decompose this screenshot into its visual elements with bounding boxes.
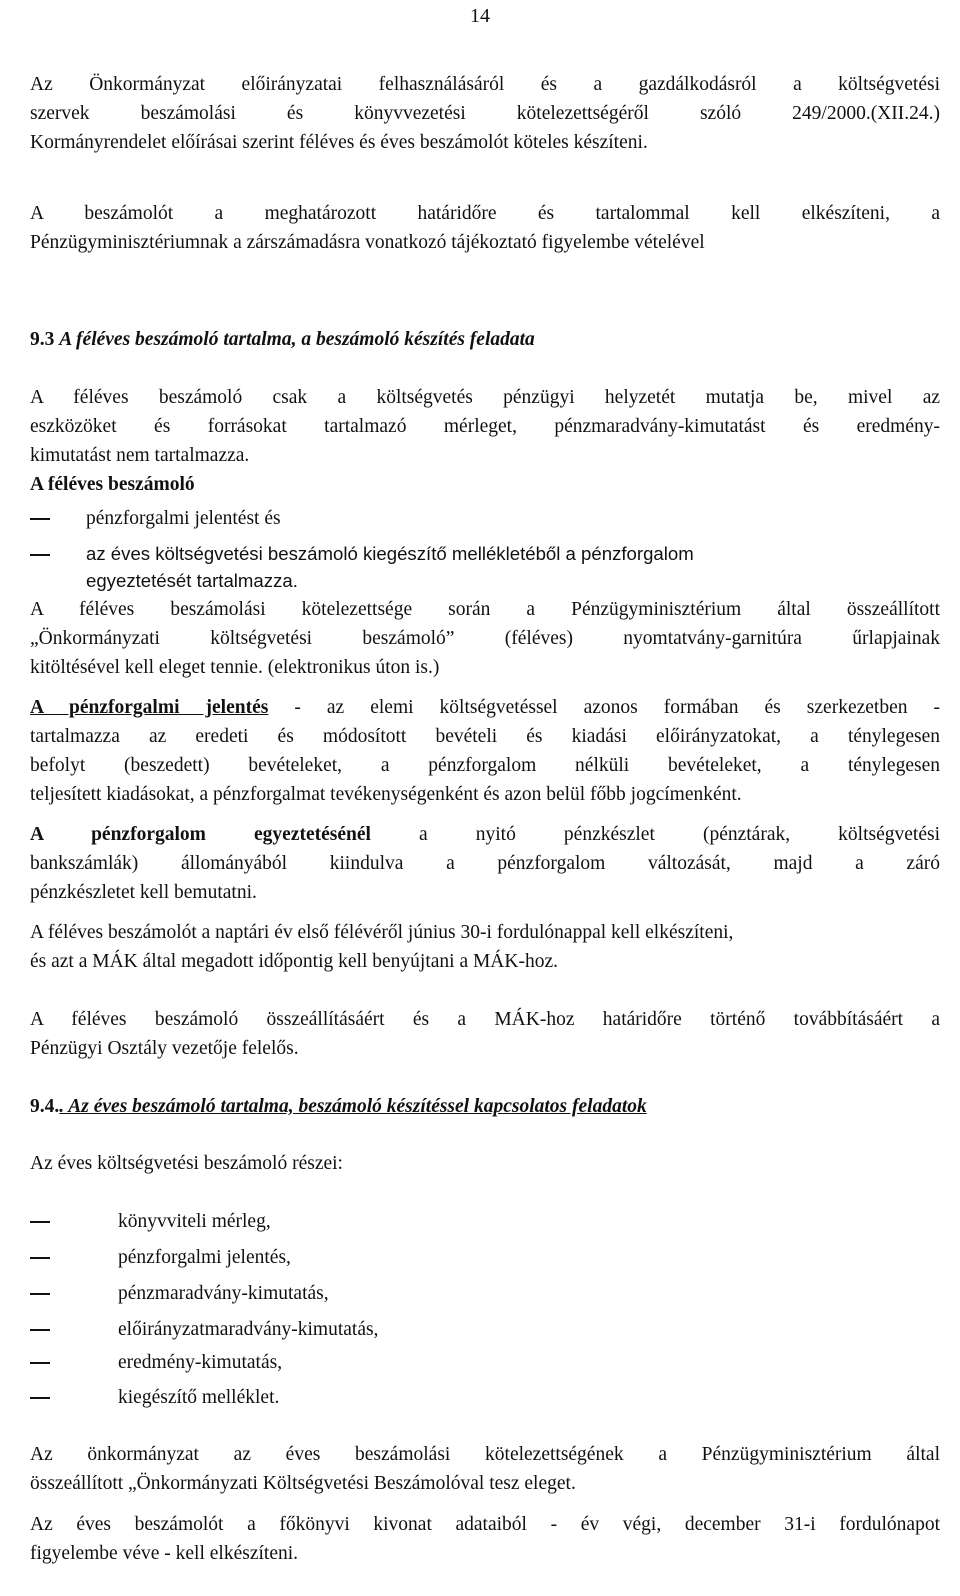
dash-bullet-icon [30,554,50,556]
responsibility-line-2: Pénzügyi Osztály vezetője felelős. [30,1038,299,1059]
section-title: . Az éves beszámoló tartalma, beszámoló készítéssel kapcsolatos feladatok [59,1096,647,1117]
reconciliation-paragraph [30,820,940,907]
dash-bullet-icon [30,1397,50,1399]
scope-line-1: A féléves beszámoló csak a költségvetés pénzügyi helyzetét mutatja be, mivel az [30,387,940,408]
section-title: A féléves beszámoló tartalma, a beszámoló készítés feladata [59,329,535,350]
page-number: 14 [470,5,490,27]
semiannual-deadline-line-1: A féléves beszámolót a naptári év első félévéről június 30-i fordulónappal kell elkészíteni, [30,922,734,943]
list-item [118,1315,948,1344]
dash-bullet-icon [30,518,50,520]
reconciliation-line-1-rest: a nyitó pénzkészlet (pénztárak, költségvetési [370,824,940,845]
intro-line-2: szervek beszámolási és könyvvezetési kötelezettségéről szóló 249/2000.(XII.24.) [30,103,940,124]
cashflow-line-3: befolyt (beszedett) bevételeket, a pénzforgalom nélküli bevételeket, a ténylegesen [30,755,940,776]
obligation-line-2: „Önkormányzati költségvetési beszámoló” (féléves) nyomtatvány-garnitúra űrlapjainak [30,628,940,649]
deadline-line-1: A beszámolót a meghatározott határidőre és tartalommal kell elkészíteni, a [30,203,940,224]
list-item-text: előirányzatmaradvány-kimutatás, [118,1319,379,1340]
cashflow-line-4: teljesített kiadásokat, a pénzforgalmat tevékenységenként és azon belül főbb jogcímenként. [30,784,742,805]
cashflow-report-paragraph [30,693,940,809]
scope-line-3: kimutatást nem tartalmazza. [30,445,250,466]
cashflow-report-term: A pénzforgalmi jelentés [30,697,269,718]
list-item [86,540,946,594]
cashflow-line-1 [30,693,940,722]
intro-line-3: Kormányrendelet előírásai szerint féléves és éves beszámolót köteles készíteni. [30,132,648,153]
reconciliation-line-1 [30,820,940,849]
dash-bullet-icon [30,1221,50,1223]
semiannual-scope-paragraph [30,383,940,470]
obligation-line-1: A féléves beszámolási kötelezettsége során a Pénzügyminisztérium által összeállított [30,599,940,620]
annual-parts-intro: Az éves költségvetési beszámoló részei: [30,1153,343,1174]
list-item-text: pénzforgalmi jelentés, [118,1247,291,1268]
list-item [118,1279,948,1308]
list-item [118,1243,948,1272]
deadline-line-2: Pénzügyminisztériumnak a zárszámadásra vonatkozó tájékoztató figyelembe vételével [30,232,705,253]
annual-source-paragraph [30,1510,940,1568]
list-item-text: könyvviteli mérleg, [118,1211,271,1232]
intro-paragraph [30,70,940,157]
list-item [118,1348,948,1377]
list-item-text: pénzmaradvány-kimutatás, [118,1283,329,1304]
dash-bullet-icon [30,1257,50,1259]
intro-line-1: Az Önkormányzat előirányzatai felhasználásáról és a gazdálkodásról a költségvetési [30,74,940,95]
dash-bullet-icon [30,1293,50,1295]
annual-obligation-line-1: Az önkormányzat az éves beszámolási kötelezettségének a Pénzügyminisztérium által [30,1444,940,1465]
list-item-text: eredmény-kimutatás, [118,1352,283,1373]
section-number: 9.3 [30,329,55,350]
reconciliation-line-2: bankszámlák) állományából kiindulva a pénzforgalom változását, majd a záró [30,853,940,874]
cashflow-line-1-rest: - az elemi költségvetéssel azonos formában és szerkezetben - [268,697,940,718]
obligation-line-3: kitöltésével kell eleget tennie. (elektronikus úton is.) [30,657,440,678]
dash-bullet-icon [30,1362,50,1364]
annual-source-line-2: figyelembe véve - kell elkészíteni. [30,1543,299,1564]
cashflow-line-2: tartalmazza az eredeti és módosított bevételi és kiadási előirányzatokat, a ténylegesen [30,726,940,747]
obligation-paragraph [30,595,940,682]
section-number: 9.4. [30,1096,60,1117]
list-item [86,504,946,533]
section-heading-9-4 [30,1092,940,1121]
responsibility-paragraph [30,1005,940,1063]
semiannual-lead: A féléves beszámoló [30,474,195,495]
list-item-text-line-1: az éves költségvetési beszámoló kiegészítő mellékletéből a pénzforgalom [86,543,694,564]
annual-obligation-paragraph [30,1440,940,1498]
list-item-text-line-2: egyeztetését tartalmazza. [86,570,298,591]
semiannual-deadline-paragraph [30,918,940,976]
reconciliation-term: A pénzforgalom egyeztetésénél [30,824,371,845]
section-heading-9-3 [30,325,940,354]
deadline-paragraph [30,199,940,257]
semiannual-deadline-line-2: és azt a MÁK által megadott időpontig kell benyújtani a MÁK-hoz. [30,951,558,972]
list-item-text: pénzforgalmi jelentést és [86,508,281,529]
dash-bullet-icon [30,1329,50,1331]
annual-obligation-line-2: összeállított „Önkormányzati Költségvetési Beszámolóval tesz eleget. [30,1473,576,1494]
reconciliation-line-3: pénzkészletet kell bemutatni. [30,882,257,903]
list-item-text: kiegészítő melléklet. [118,1387,280,1408]
list-item [118,1383,948,1412]
responsibility-line-1: A féléves beszámoló összeállításáért és a MÁK-hoz határidőre történő továbbításáért a [30,1009,940,1030]
annual-source-line-1: Az éves beszámolót a főkönyvi kivonat adataiból - év végi, december 31-i fordulónapot [30,1514,940,1535]
list-item [118,1207,948,1236]
scope-line-2: eszközöket és forrásokat tartalmazó mérleget, pénzmaradvány-kimutatást és eredmény- [30,416,940,437]
